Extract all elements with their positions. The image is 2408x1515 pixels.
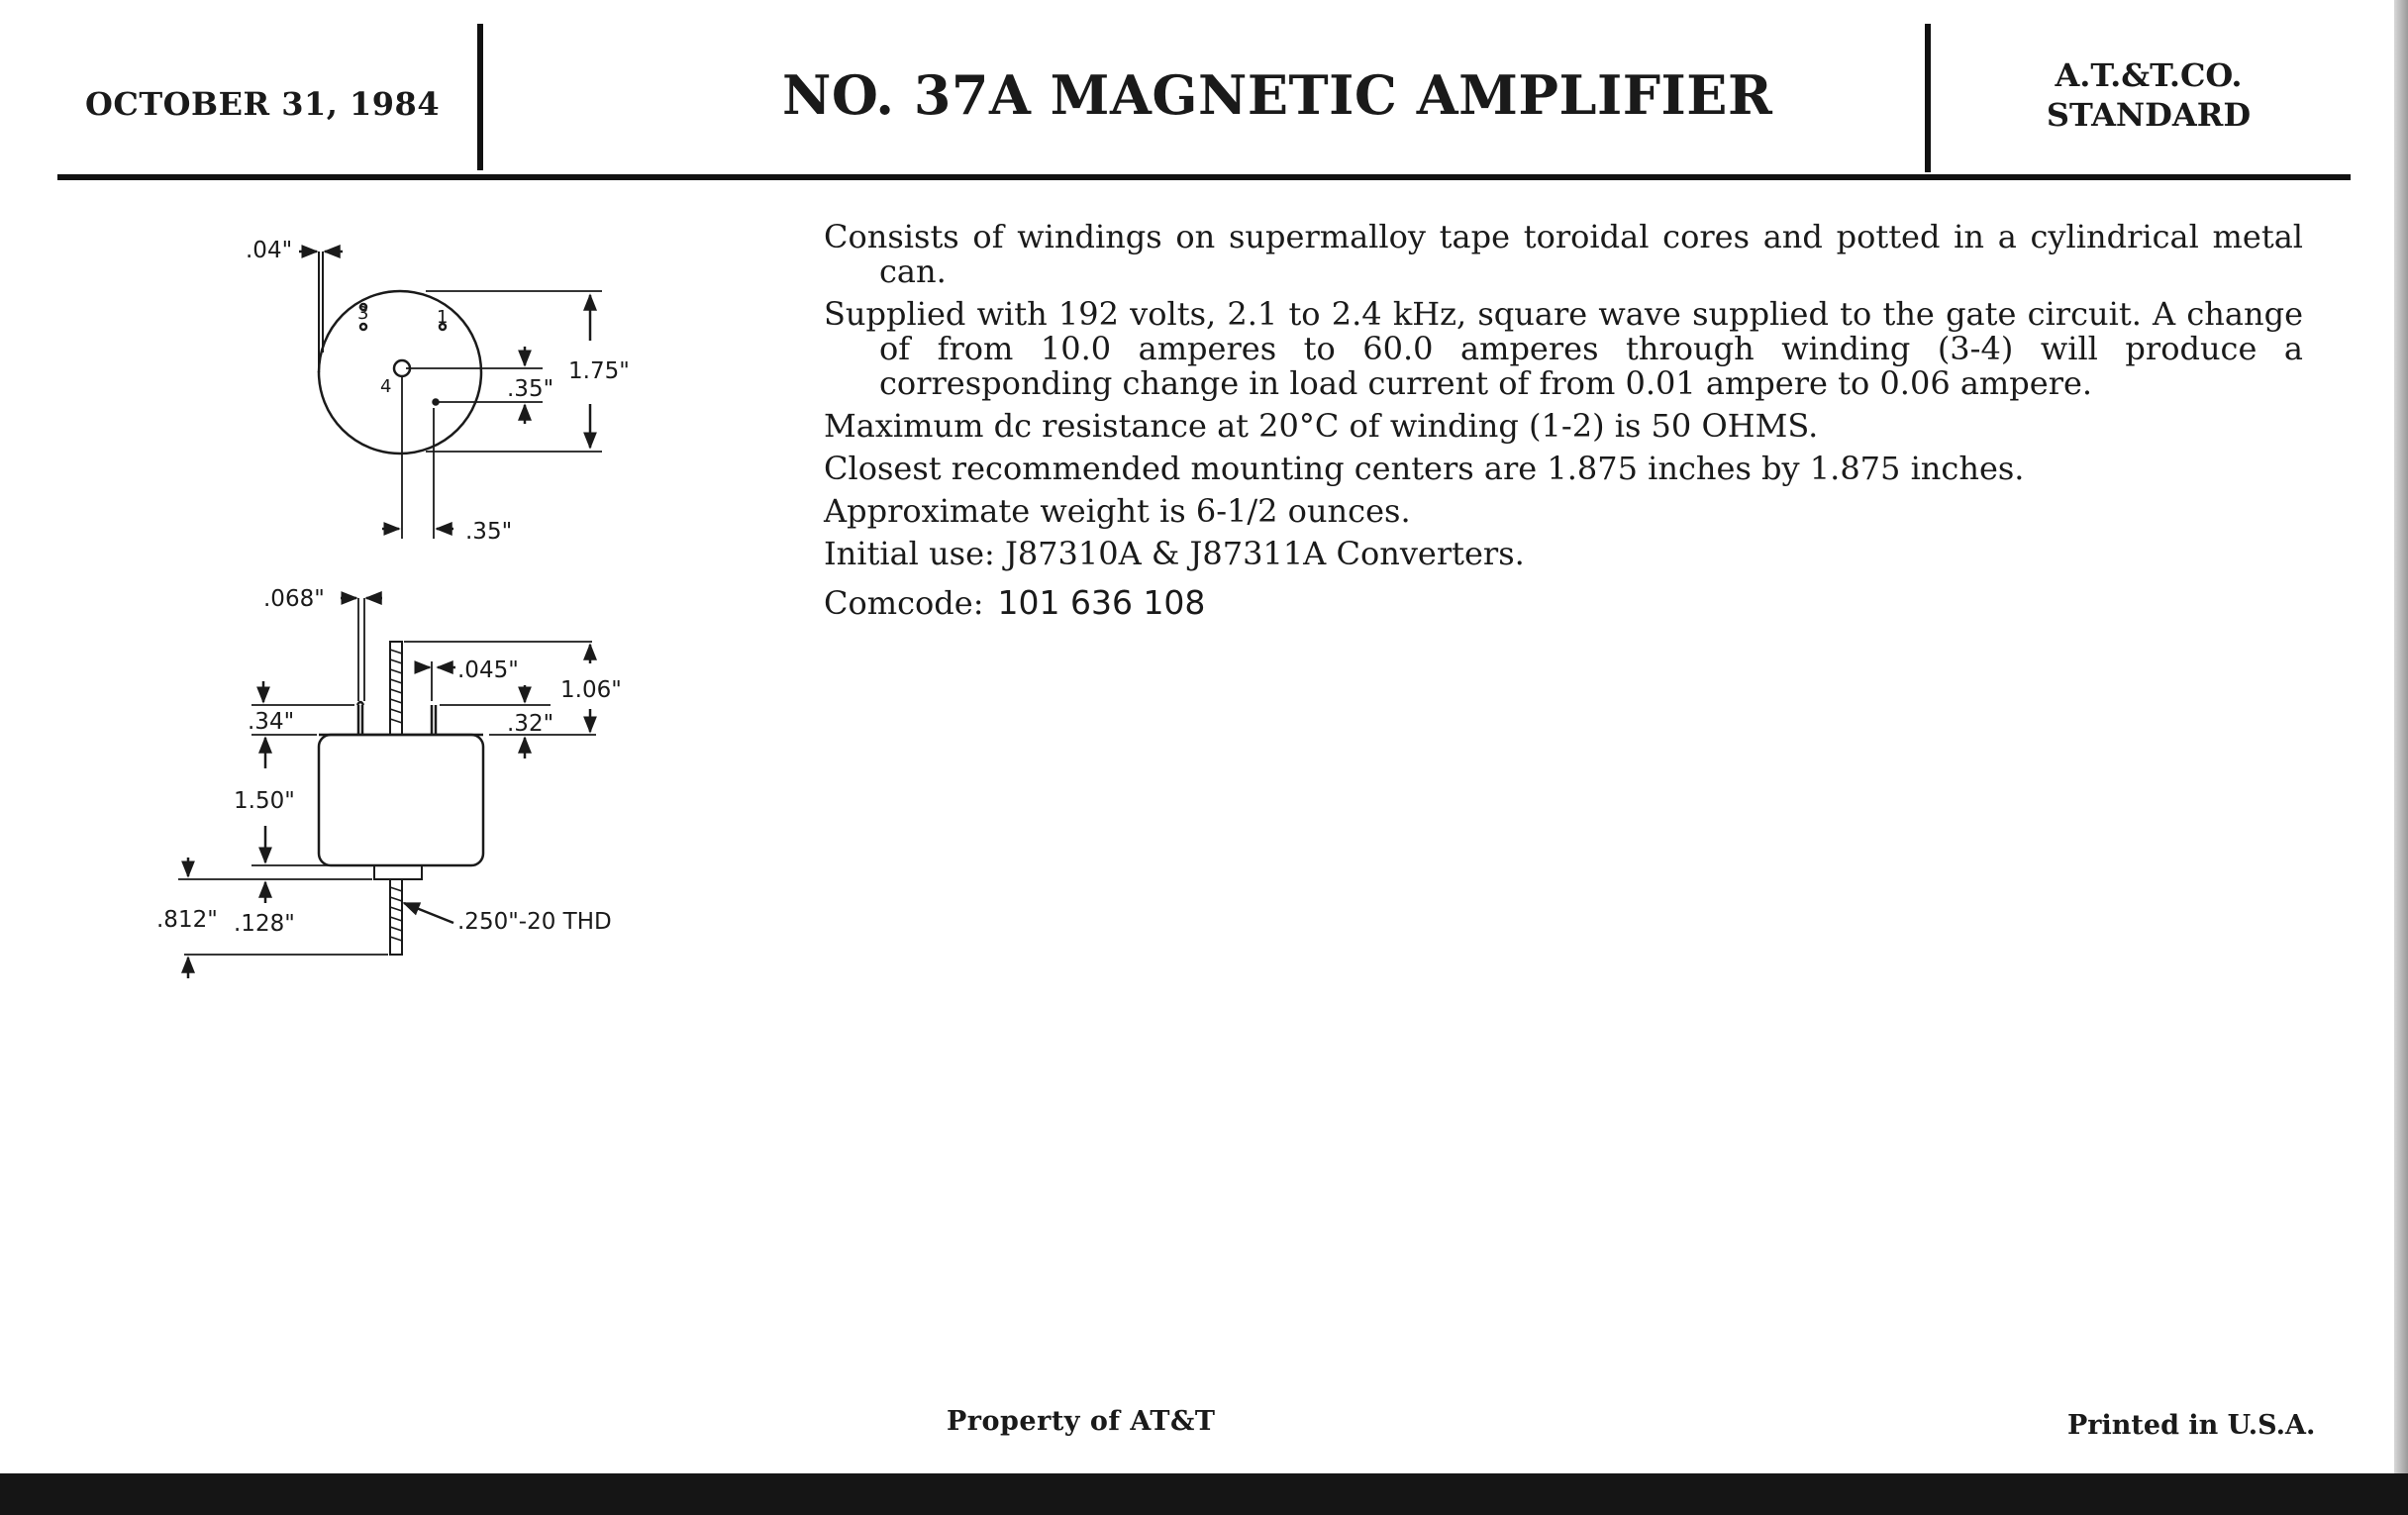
dim-terminal-horizontal: .35": [465, 519, 513, 545]
can-body: [319, 735, 483, 865]
dim-can-height-side: 1.50": [234, 788, 295, 814]
terminal-4-label: 4: [380, 376, 392, 397]
description-paragraph: Consists of windings on supermalloy tape toroidal cores and potted in a cylindrical metal can.: [824, 218, 2303, 290]
description-paragraph: Maximum dc resistance at 20°C of winding (1-2) is 50 OHMS.: [824, 407, 1819, 445]
org-standard: STANDARD: [2046, 96, 2252, 134]
description-paragraph: Approximate weight is 6-1/2 ounces.: [824, 492, 1411, 530]
dim-terminal-offset: .04": [246, 238, 293, 263]
document-date: OCTOBER 31, 1984: [85, 85, 441, 123]
dim-base: .128": [234, 911, 295, 937]
dim-stud-length: 1.06": [560, 677, 622, 703]
description-paragraph: Initial use: J87310A & J87311A Converters.: [824, 535, 1525, 572]
comcode-label: Comcode:: [824, 584, 984, 622]
base-flange: [374, 865, 422, 879]
description-paragraph: Closest recommended mounting centers are 1.875 inches by 1.875 inches.: [824, 450, 2025, 487]
terminal-3-label: 3: [357, 303, 369, 324]
dim-stud-width: .045": [457, 657, 519, 683]
document-title: NO. 37A MAGNETIC AMPLIFIER: [782, 63, 1773, 127]
thread-label: .250"-20 THD: [457, 909, 612, 935]
footer-property: Property of AT&T: [947, 1406, 1216, 1437]
dim-mount-stud: .812": [156, 907, 218, 933]
org-name: A.T.&T.CO.: [2055, 56, 2243, 94]
dim-terminal-height-left: .34": [248, 709, 295, 735]
can-top-outline: [319, 291, 481, 454]
terminal-2-hole: [360, 324, 366, 330]
footer-printed: Printed in U.S.A.: [2067, 1410, 2316, 1441]
dim-terminal-width: .068": [263, 586, 325, 612]
comcode-value: 101 636 108: [997, 583, 1206, 622]
dim-terminal-height-right: .32": [507, 711, 554, 737]
terminal-1-label: 1: [437, 307, 449, 328]
description-paragraph: Supplied with 192 volts, 2.1 to 2.4 kHz, square wave supplied to the gate circuit. A change of from 10.0 amperes to 60.0 amperes through winding (3-4) will produce a corresponding change in load current of from 0.01 ampere to 0.06 ampere.: [824, 295, 2303, 402]
dim-terminal-vertical: .35": [507, 376, 554, 402]
dim-can-height: 1.75": [568, 358, 630, 384]
